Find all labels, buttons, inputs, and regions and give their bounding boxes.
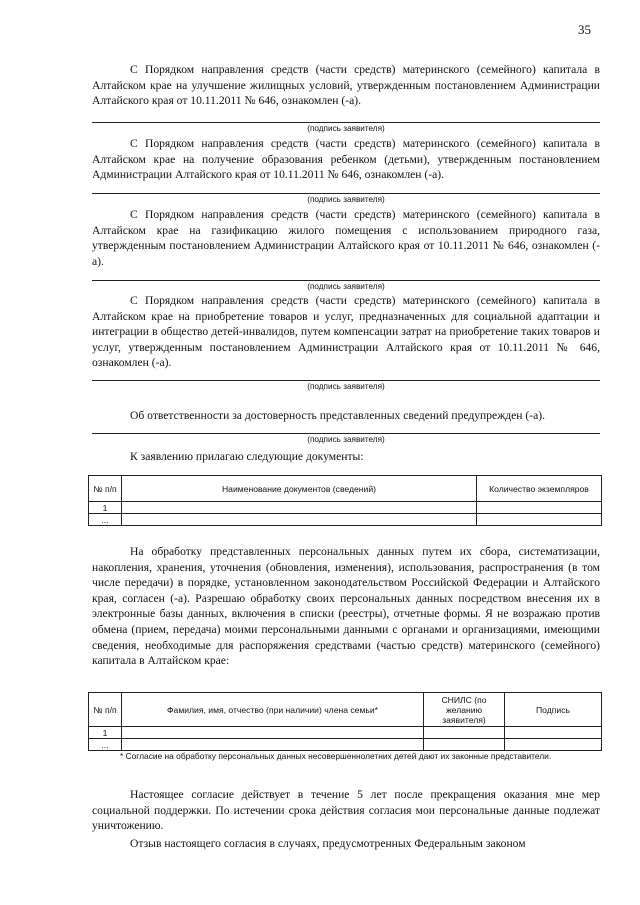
column-header: Количество экземпляров (477, 476, 602, 502)
column-header: Наименование документов (сведений) (122, 476, 477, 502)
table-row (89, 739, 602, 751)
signature-label: (подпись заявителя) (307, 195, 385, 204)
family-members-table (88, 692, 602, 751)
documents-table (88, 475, 602, 526)
table-cell: 1 (89, 502, 122, 514)
signature-line (92, 193, 600, 194)
table-cell (122, 514, 477, 526)
signature-label: (подпись заявителя) (307, 124, 385, 133)
signature-label: (подпись заявителя) (307, 382, 385, 391)
table-row (89, 727, 602, 739)
column-header: Подпись (505, 693, 602, 727)
table-cell (122, 502, 477, 514)
table-cell: ... (89, 514, 122, 526)
paragraph-housing: С Порядком направления средств (части средств) материнского (семейного) капитала в Алтайском крае на улучшение жилищных условий, утвержденным постановлением Администрации Алтайского края от 10.11.2011 № 646, ознакомлен (-а). (92, 63, 600, 108)
paragraph-withdrawal: Отзыв настоящего согласия в случаях, предусмотренных Федеральным законом (130, 837, 526, 850)
footnote: * Согласие на обработку персональных данных несовершеннолетних детей дают их законные представители. (120, 751, 552, 761)
table-cell (477, 502, 602, 514)
page-number: 35 (578, 22, 591, 37)
signature-line (92, 380, 600, 381)
signature-label: (подпись заявителя) (307, 435, 385, 444)
table-cell (424, 727, 505, 739)
table-cell: 1 (89, 727, 122, 739)
table-cell (122, 739, 424, 751)
signature-line (92, 122, 600, 123)
table-header-row (89, 693, 602, 727)
table-cell (505, 739, 602, 751)
table-cell: ... (89, 739, 122, 751)
signature-line (92, 433, 600, 434)
paragraph-education: С Порядком направления средств (части средств) материнского (семейного) капитала в Алтайском крае на получение образования ребенком (детьми), утвержденным постановлением Администрации Алтайского края от 10.11.2011 № 646, ознакомлен (-а). (92, 137, 600, 182)
table-cell (122, 727, 424, 739)
column-header: Фамилия, имя, отчество (при наличии) члена семьи* (122, 693, 424, 727)
paragraph-validity: Настоящее согласие действует в течение 5 лет после прекращения оказания мне мер социальной поддержки. По истечении срока действия согласия мои персональные данные подлежат уничтожению. (92, 788, 600, 833)
paragraph-responsibility: Об ответственности за достоверность представленных сведений предупрежден (-а). (130, 409, 545, 422)
signature-line (92, 280, 600, 281)
table-cell (505, 727, 602, 739)
column-header: СНИЛС (по желанию заявителя) (424, 693, 505, 727)
table-row (89, 514, 602, 526)
paragraph-attachments-intro: К заявлению прилагаю следующие документы: (130, 450, 364, 463)
column-header: № п/п (89, 476, 122, 502)
signature-label: (подпись заявителя) (307, 282, 385, 291)
table-row (89, 502, 602, 514)
paragraph-consent: На обработку представленных персональных данных путем их сбора, систематизации, накопления, хранения, уточнения (обновления, изменения), использования, распространения (в том числе передачи) в порядке, установленном законодательством Российской Федерации и Алтайского края, согласен (-а). Разрешаю обработку своих персональных данных посредством внесения их в электронные базы данных, включения в списки (реестры), отчетные формы. Я не возражаю против обмена (прием, передача) моими персональными данными с органами и организациями, имеющими сведения, необходимые для распоряжения средствами (частью средств) материнского (семейного) капитала в Алтайском крае: (92, 545, 600, 668)
table-header-row (89, 476, 602, 502)
paragraph-disabled-children: С Порядком направления средств (части средств) материнского (семейного) капитала в Алтайском крае на приобретение товаров и услуг, предназначенных для социальной адаптации и интеграции в общество детей-инвалидов, путем компенсации затрат на приобретение таких товаров и услуг, утвержденным постановлением Администрации Алтайского края от 10.11.2011 № 646, ознакомлен (-а). (92, 294, 600, 370)
paragraph-gasification: С Порядком направления средств (части средств) материнского (семейного) капитала в Алтайском крае на газификацию жилого помещения с использованием природного газа, утвержденным постановлением Администрации Алтайского края от 10.11.2011 № 646, ознакомлен (-а). (92, 208, 600, 268)
table-cell (424, 739, 505, 751)
table-cell (477, 514, 602, 526)
column-header: № п/п (89, 693, 122, 727)
